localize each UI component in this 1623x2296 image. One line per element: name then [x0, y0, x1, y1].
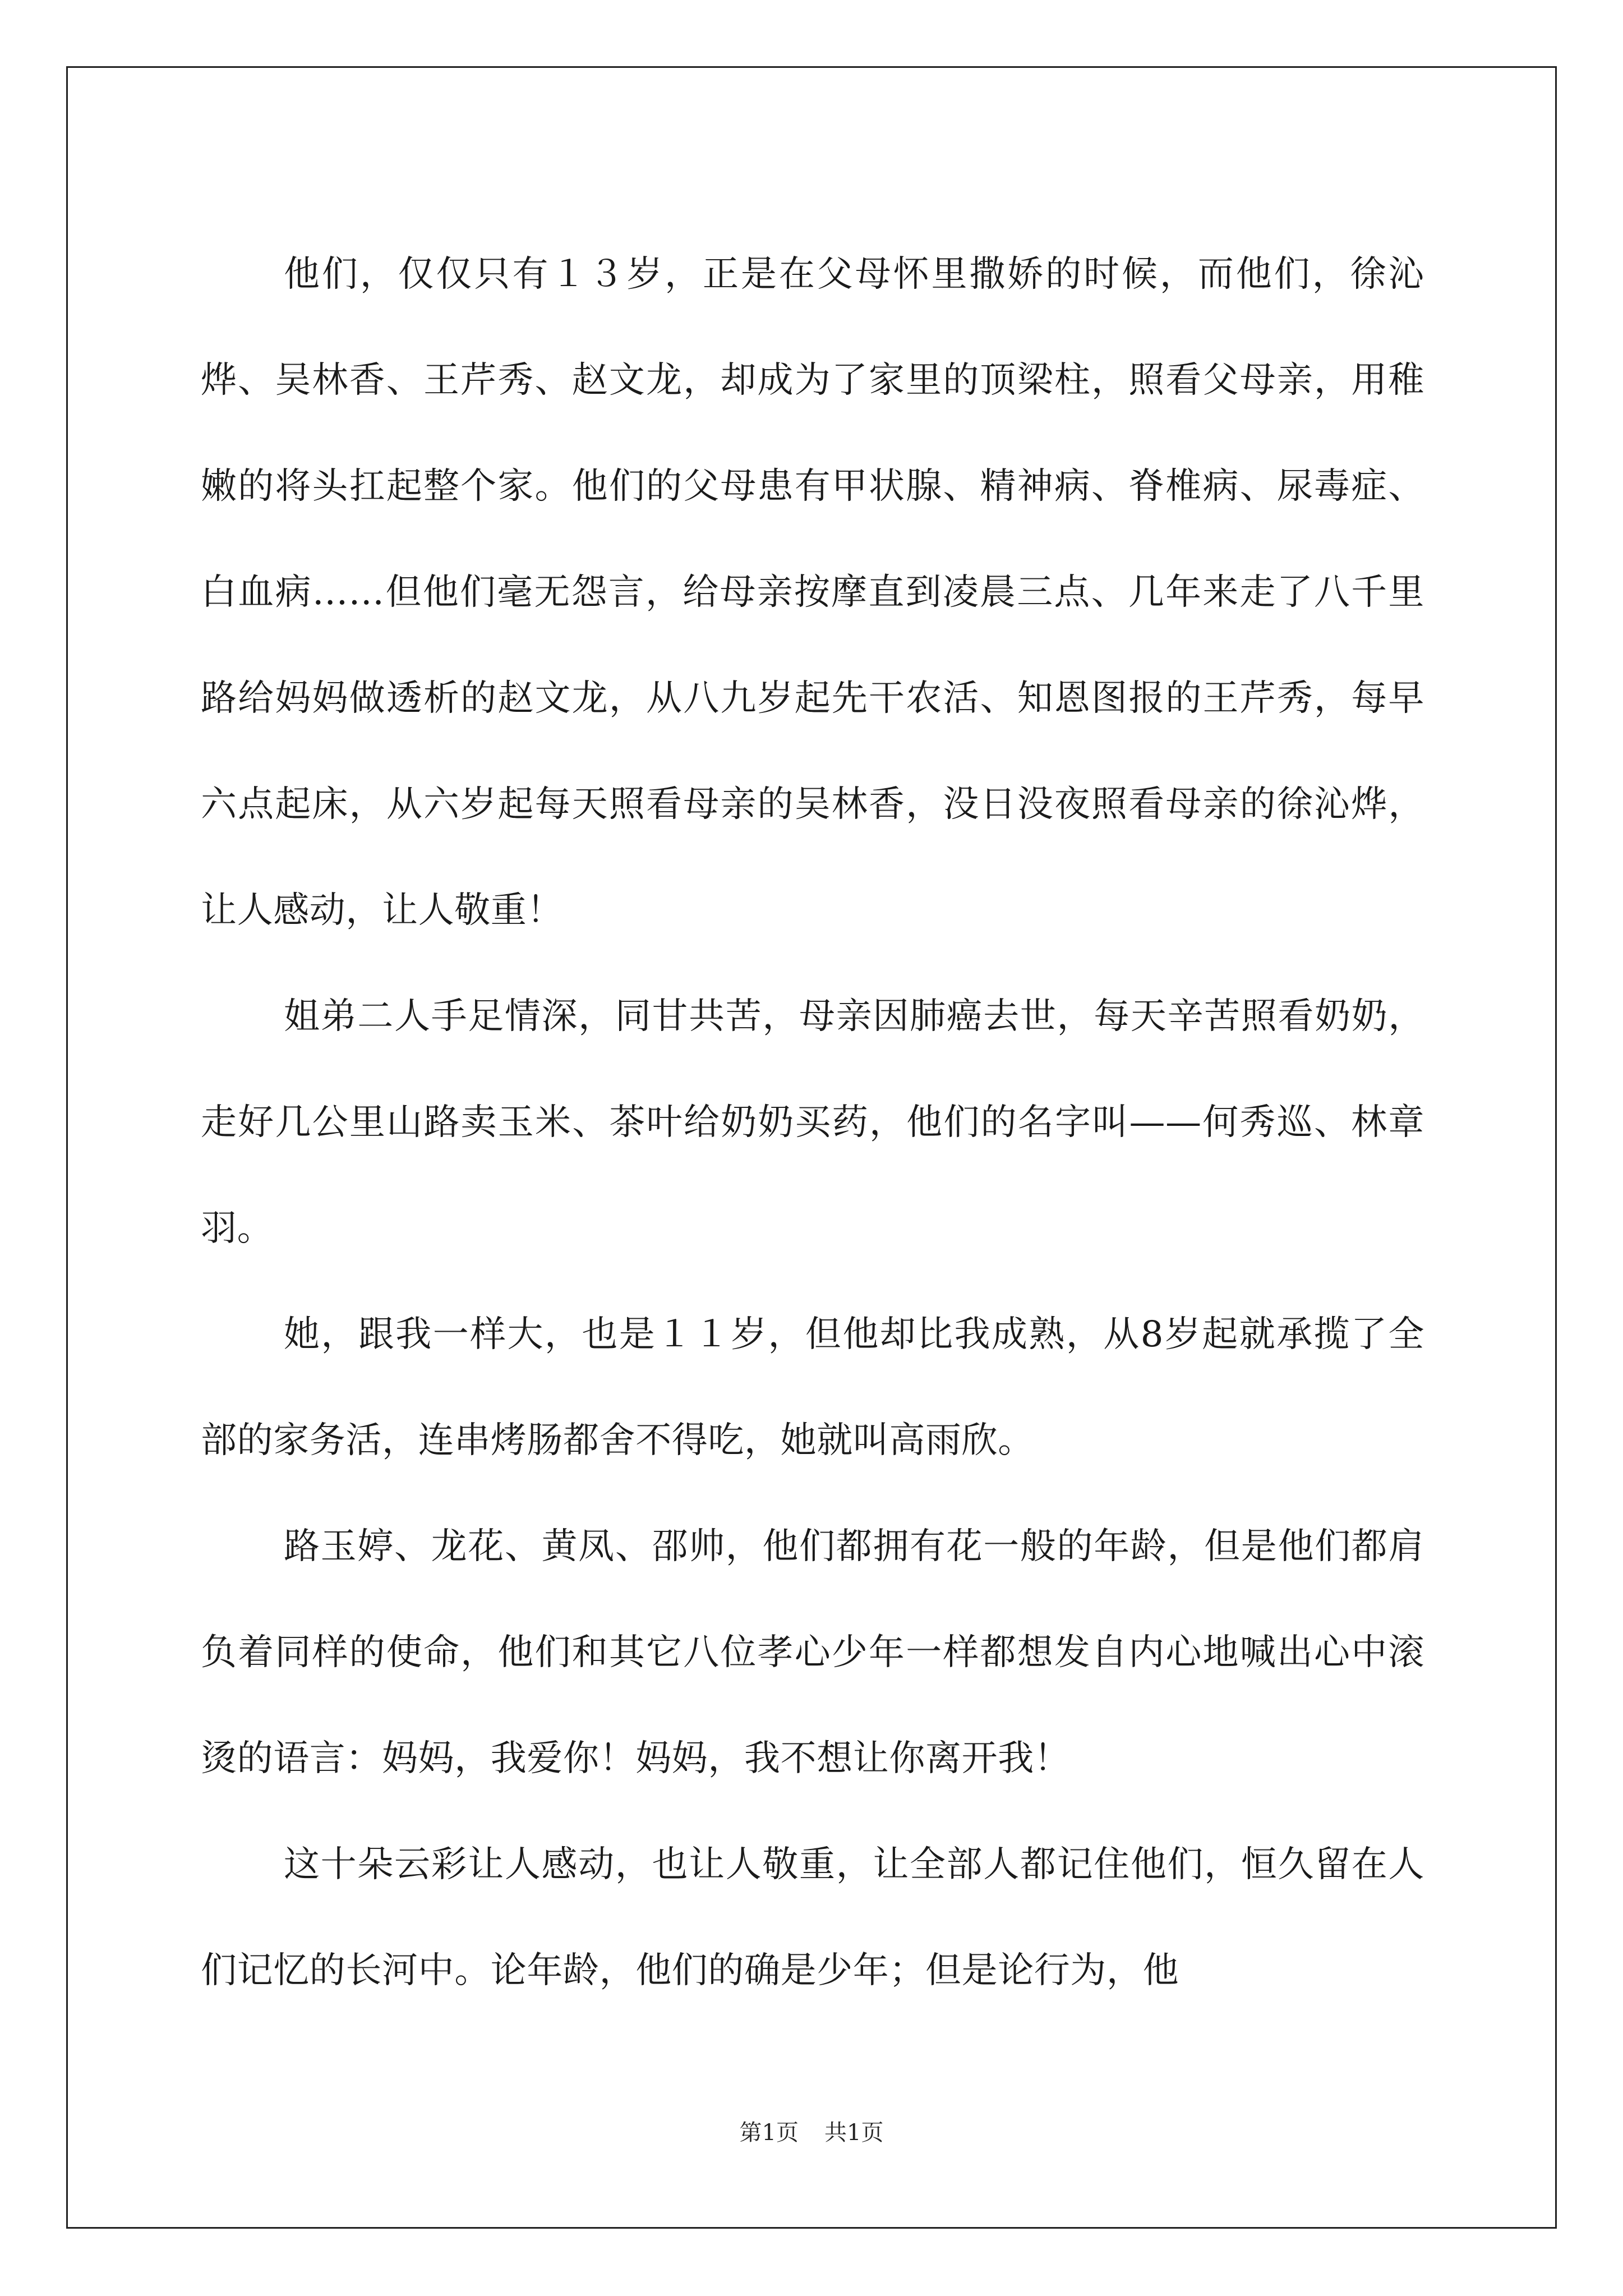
paragraph-4: 路玉婷、龙花、黄凤、邵帅，他们都拥有花一般的年龄，但是他们都肩负着同样的使命，他们和其它八位孝心少年一样都想发自内心地喊出心中滚烫的语言：妈妈，我爱你！妈妈，我不想让你离开我！	[201, 1526, 1424, 1779]
document-body	[201, 222, 1424, 2024]
paragraph-1: 他们，仅仅只有１３岁，正是在父母怀里撒娇的时候，而他们，徐沁烨、吴林香、王芹秀、赵文龙，却成为了家里的顶梁柱，照看父母亲，用稚嫩的将头扛起整个家。他们的父母患有甲状腺、精神病、脊椎病、尿毒症、白血病……但他们毫无怨言，给母亲按摩直到凌晨三点、几年来走了八千里路给妈妈做透析的赵文龙，从八九岁起先干农活、知恩图报的王芹秀，每早六点起床，从六岁起每天照看母亲的吴林香，没日没夜照看母亲的徐沁烨，让人感动，让人敬重！	[201, 254, 1424, 931]
page-footer	[0, 2115, 1623, 2147]
page-number-total: 共1页	[824, 2120, 884, 2146]
paragraph-2: 姐弟二人手足情深，同甘共苦，母亲因肺癌去世，每天辛苦照看奶奶，走好几公里山路卖玉米、茶叶给奶奶买药，他们的名字叫——何秀巡、林章羽。	[201, 996, 1424, 1249]
paragraph-5: 这十朵云彩让人感动，也让人敬重，让全部人都记住他们，恒久留在人们记忆的长河中。论年龄，他们的确是少年；但是论行为，他	[201, 1844, 1424, 1991]
paragraph-3: 她，跟我一样大，也是１１岁，但他却比我成熟，从8岁起就承揽了全部的家务活，连串烤肠都舍不得吃，她就叫高雨欣。	[201, 1314, 1424, 1461]
page-number-current: 第1页	[739, 2120, 799, 2146]
